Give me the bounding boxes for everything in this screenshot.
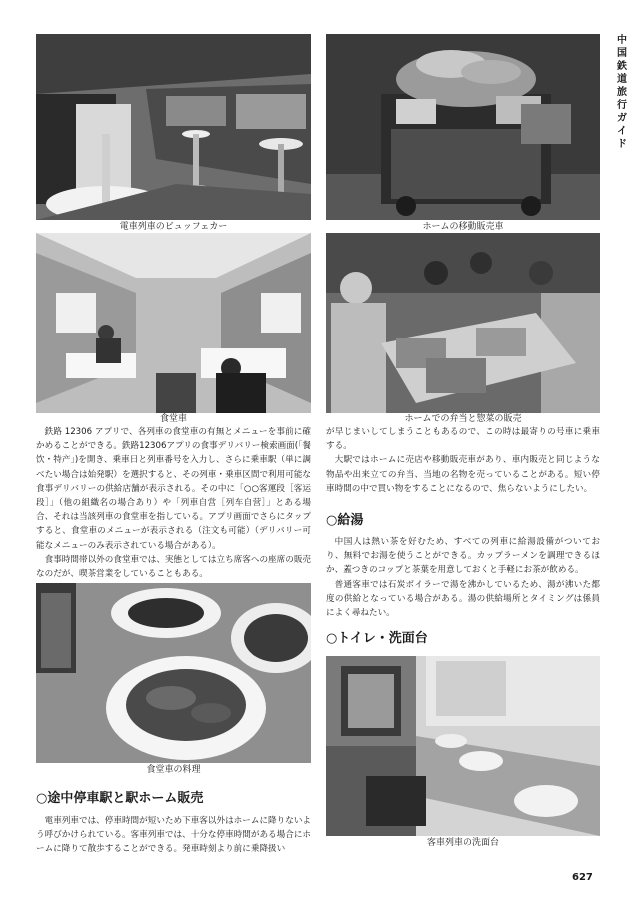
paragraph: 電車列車では、停車時間が短いため下車客以外はホームに降りないよう呼びかけられている。客車列車では、十分な停車時間がある場合にホームに降りて散歩することができる。発車時刻より前に乗降扱い <box>36 816 312 855</box>
platform-cart-photo <box>326 34 600 220</box>
running-title: 中国鉄道旅行ガイド <box>617 35 627 150</box>
platform-cart-caption: ホームの移動販売車 <box>422 222 504 232</box>
buffet-car-caption: 電車列車のビュッフェカー <box>119 222 228 232</box>
dining-car-photo <box>36 233 311 413</box>
paragraph: 鉄路 12306 アプリで、各列車の食堂車の有無とメニューを事前に確かめることができる。鉄路12306アプリの食事デリバリー検索画面(「餐饮・特产」)を開き、乗車日と列車番号を入力し、さらに乗車駅（単に調べたい場合は始発駅）を選択すると、その列車・乗車区間で利用可能な食事デリバリーの供給店舗が表示される。その中に「○○客運段［客运段］」（他の組織名の場合あり）や「列車自営［列车自营］」とある場合、それは当該列車の食堂車を指している。アプリ画面でさらにタップすると、食堂車のメニューが表示される（注文も可能）（デリバリー可能なメニューのみ表示されている場合がある）。 <box>36 427 312 551</box>
buffet-car-photo <box>36 34 311 220</box>
section-heading-toilet: ○トイレ・洗面台 <box>326 631 428 646</box>
washbasin-photo <box>326 656 600 836</box>
section-heading-stops: ○途中停車駅と駅ホーム販売 <box>36 791 204 806</box>
paragraph: 大駅ではホームに売店や移動販売車があり、車内販売と同じような物品や出来立ての弁当、当地の名物を売っていることがある。短い停車時間の中で買い物をすることになるので、焦らないようにしたい。 <box>326 455 600 494</box>
paragraph: 普通客車では石炭ボイラーで湯を沸かしているため、湯が沸いた都度の供給となっている場合がある。湯の供給場所とタイミングは係員によく尋ねたい。 <box>326 579 600 619</box>
paragraph: が早じまいしてしまうこともあるので、この時は最寄りの号車に乗車する。 <box>326 427 600 452</box>
circle-marker-icon: ○ <box>36 791 48 806</box>
washbasin-caption: 客車列車の洗面台 <box>426 838 499 848</box>
paragraph: 中国人は熱い茶を好むため、すべての列車に給湯設備がついており、無料でお湯を使うことができる。カップラーメンを調理できるほか、蓋つきのコップと茶葉を用意しておくと手軽にお茶が飲める。 <box>326 537 600 576</box>
dining-car-caption: 食堂車 <box>159 414 187 424</box>
dining-food-photo <box>36 583 311 763</box>
circle-marker-icon: ○ <box>326 513 338 528</box>
section-stops-text <box>36 814 311 857</box>
platform-bento-photo <box>326 233 600 413</box>
dining-food-caption: 食堂車の料理 <box>146 765 201 775</box>
circle-marker-icon: ○ <box>326 631 338 646</box>
paragraph: 食事時間帯以外の食堂車では、実態としては立ち席客への座席の販売なのだが、喫茶営業をしていることもある。 <box>36 554 312 580</box>
page-number: 627 <box>572 872 593 883</box>
section-hot-water-text <box>326 535 600 620</box>
section-heading-hot-water: ○給湯 <box>326 513 364 528</box>
platform-bento-caption: ホームでの弁当と惣菜の販売 <box>404 414 522 424</box>
left-column-text <box>36 425 311 581</box>
right-column-text <box>326 425 600 496</box>
